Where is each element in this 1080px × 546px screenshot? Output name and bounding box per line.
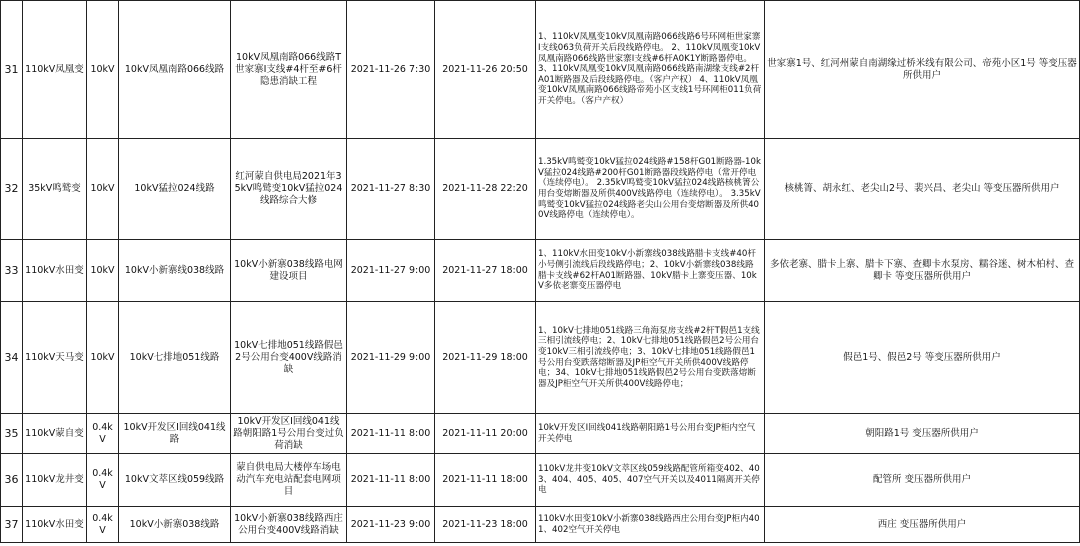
start-time-cell: 2021-11-11 8:00: [347, 414, 435, 454]
work-cell: 10kV小新寨038线路西庄公用台变400V线路消缺: [231, 507, 347, 543]
outage-scope-cell: 1、110kV凤凰变10kV凤凰南路066线路6号环网柜世家寨Ⅰ支线063负荷开关后段线路停电。 2、110kV凤凰变10kV凤凰南路066线路世家寨Ⅰ支线#6杆A0K1Y断路器停电。 3、110kV凤凰变10kV凤凰南路066线路南湖缘支线#2杆A01断路器及后段线路停电。（客户产权） 4、110kV凤凰变10kV凤凰南路066线路帝苑小区支线1号环网柜011负荷开关停电。（客户产权）: [536, 1, 765, 139]
start-time-cell: 2021-11-29 9:00: [347, 302, 435, 414]
voltage-cell: 0.4kV: [87, 454, 119, 507]
affected-area-cell: 配管所 变压器所供用户: [765, 454, 1080, 507]
row-number: 31: [1, 1, 23, 139]
row-number: 34: [1, 302, 23, 414]
substation-cell: 110kV水田变: [23, 507, 87, 543]
affected-area-cell: 西庄 变压器所供用户: [765, 507, 1080, 543]
end-time-cell: 2021-11-11 18:00: [435, 454, 536, 507]
work-cell: 10kV凤凰南路066线路T世家寨Ⅰ支线#4杆至#6杆隐患消缺工程: [231, 1, 347, 139]
outage-scope-cell: 1、10kV七排地051线路三角海泵房支线#2杆T假邑1支线三相引流线停电；2、10kV七排地051线路假邑2号公用台变10kV三相引流线停电；3、10kV七排地051线路假邑1号公用台变跌落熔断器及JP柜空气开关所供400V线路停电；34、10kV七排地051线路假邑2号公用台变跌落熔断器及JP柜空气开关所供400V线路停电；: [536, 302, 765, 414]
work-cell: 蒙自供电局大楼停车场电动汽车充电站配套电网项目: [231, 454, 347, 507]
start-time-cell: 2021-11-27 8:30: [347, 139, 435, 240]
affected-area-cell: 世家寨1号、红河州蒙自南湖缘过桥米线有限公司、帝苑小区1号 等变压器所供用户: [765, 1, 1080, 139]
table-row: [1, 507, 1080, 543]
outage-scope-cell: 10kV开发区Ⅰ回线041线路朝阳路1号公用台变JP柜内空气开关停电: [536, 414, 765, 454]
table-row: [1, 454, 1080, 507]
voltage-cell: 10kV: [87, 1, 119, 139]
substation-cell: 110kV水田变: [23, 240, 87, 302]
line-cell: 10kV七排地051线路: [119, 302, 231, 414]
substation-cell: 35kV鸣鹫变: [23, 139, 87, 240]
row-number: 36: [1, 454, 23, 507]
affected-area-cell: 朝阳路1号 变压器所供用户: [765, 414, 1080, 454]
table-row: [1, 240, 1080, 302]
outage-scope-cell: 110kV水田变10kV小新寨038线路西庄公用台变JP柜内401、402空气开关停电: [536, 507, 765, 543]
affected-area-cell: 多依老寨、腊卡上寨、腊卡下寨、查卿卡水泵房、糯谷迷、树木柏村、查卿卡 等变压器所供用户: [765, 240, 1080, 302]
substation-cell: 110kV凤凰变: [23, 1, 87, 139]
voltage-cell: 0.4kV: [87, 507, 119, 543]
substation-cell: 110kV蒙自变: [23, 414, 87, 454]
outage-scope-cell: 1、110kV水田变10kV小新寨线038线路腊卡支线#40杆小号侧引流线后段线路停电；2、10kV小新寨线038线路腊卡支线#62杆A01断路器、10kV腊卡上寨变压器、10kV多依老寨变压器停电: [536, 240, 765, 302]
work-cell: 10kV小新寨038线路电网建设项目: [231, 240, 347, 302]
work-cell: 10kV七排地051线路假邑2号公用台变400V线路消缺: [231, 302, 347, 414]
work-cell: 10kV开发区Ⅰ回线041线路朝阳路1号公用台变过负荷消缺: [231, 414, 347, 454]
end-time-cell: 2021-11-27 18:00: [435, 240, 536, 302]
start-time-cell: 2021-11-11 8:00: [347, 454, 435, 507]
line-cell: 10kV小新寨038线路: [119, 507, 231, 543]
affected-area-cell: 假邑1号、假邑2号 等变压器所供用户: [765, 302, 1080, 414]
work-cell: 红河蒙自供电局2021年35kV鸣鹫变10kV猛拉024线路综合大修: [231, 139, 347, 240]
end-time-cell: 2021-11-11 20:00: [435, 414, 536, 454]
affected-area-cell: 核桃箐、胡永红、老尖山2号、裴兴昌、老尖山 等变压器所供用户: [765, 139, 1080, 240]
substation-cell: 110kV龙井变: [23, 454, 87, 507]
substation-cell: 110kV天马变: [23, 302, 87, 414]
start-time-cell: 2021-11-27 9:00: [347, 240, 435, 302]
line-cell: 10kV文萃区线059线路: [119, 454, 231, 507]
line-cell: 10kV凤凰南路066线路: [119, 1, 231, 139]
start-time-cell: 2021-11-23 9:00: [347, 507, 435, 543]
table-row: [1, 414, 1080, 454]
outage-scope-cell: 110kV龙井变10kV文萃区线059线路配管所箱变402、403、404、405、405、407空气开关以及4011隔离开关停电: [536, 454, 765, 507]
voltage-cell: 10kV: [87, 240, 119, 302]
line-cell: 10kV小新寨线038线路: [119, 240, 231, 302]
table-row: [1, 302, 1080, 414]
table-row: [1, 139, 1080, 240]
line-cell: 10kV开发区Ⅰ回线041线路: [119, 414, 231, 454]
row-number: 37: [1, 507, 23, 543]
table-row: [1, 1, 1080, 139]
end-time-cell: 2021-11-26 20:50: [435, 1, 536, 139]
end-time-cell: 2021-11-28 22:20: [435, 139, 536, 240]
line-cell: 10kV猛拉024线路: [119, 139, 231, 240]
voltage-cell: 0.4kV: [87, 414, 119, 454]
row-number: 33: [1, 240, 23, 302]
outage-scope-cell: 1.35kV鸣鹫变10kV猛拉024线路#158杆G01断路器-10kV猛拉024线路#200杆G01断路器段线路停电（常开停电（连续停电）。 2.35kV鸣鹫变10kV猛拉024线路核桃箐公用台变熔断器及所供400V线路停电（连续停电）。 3.35kV鸣鹫变10kV猛拉024线路老尖山公用台变熔断器及所供400V线路停电（连续停电）。: [536, 139, 765, 240]
voltage-cell: 10kV: [87, 139, 119, 240]
voltage-cell: 10kV: [87, 302, 119, 414]
row-number: 35: [1, 414, 23, 454]
end-time-cell: 2021-11-29 18:00: [435, 302, 536, 414]
row-number: 32: [1, 139, 23, 240]
start-time-cell: 2021-11-26 7:30: [347, 1, 435, 139]
end-time-cell: 2021-11-23 18:00: [435, 507, 536, 543]
